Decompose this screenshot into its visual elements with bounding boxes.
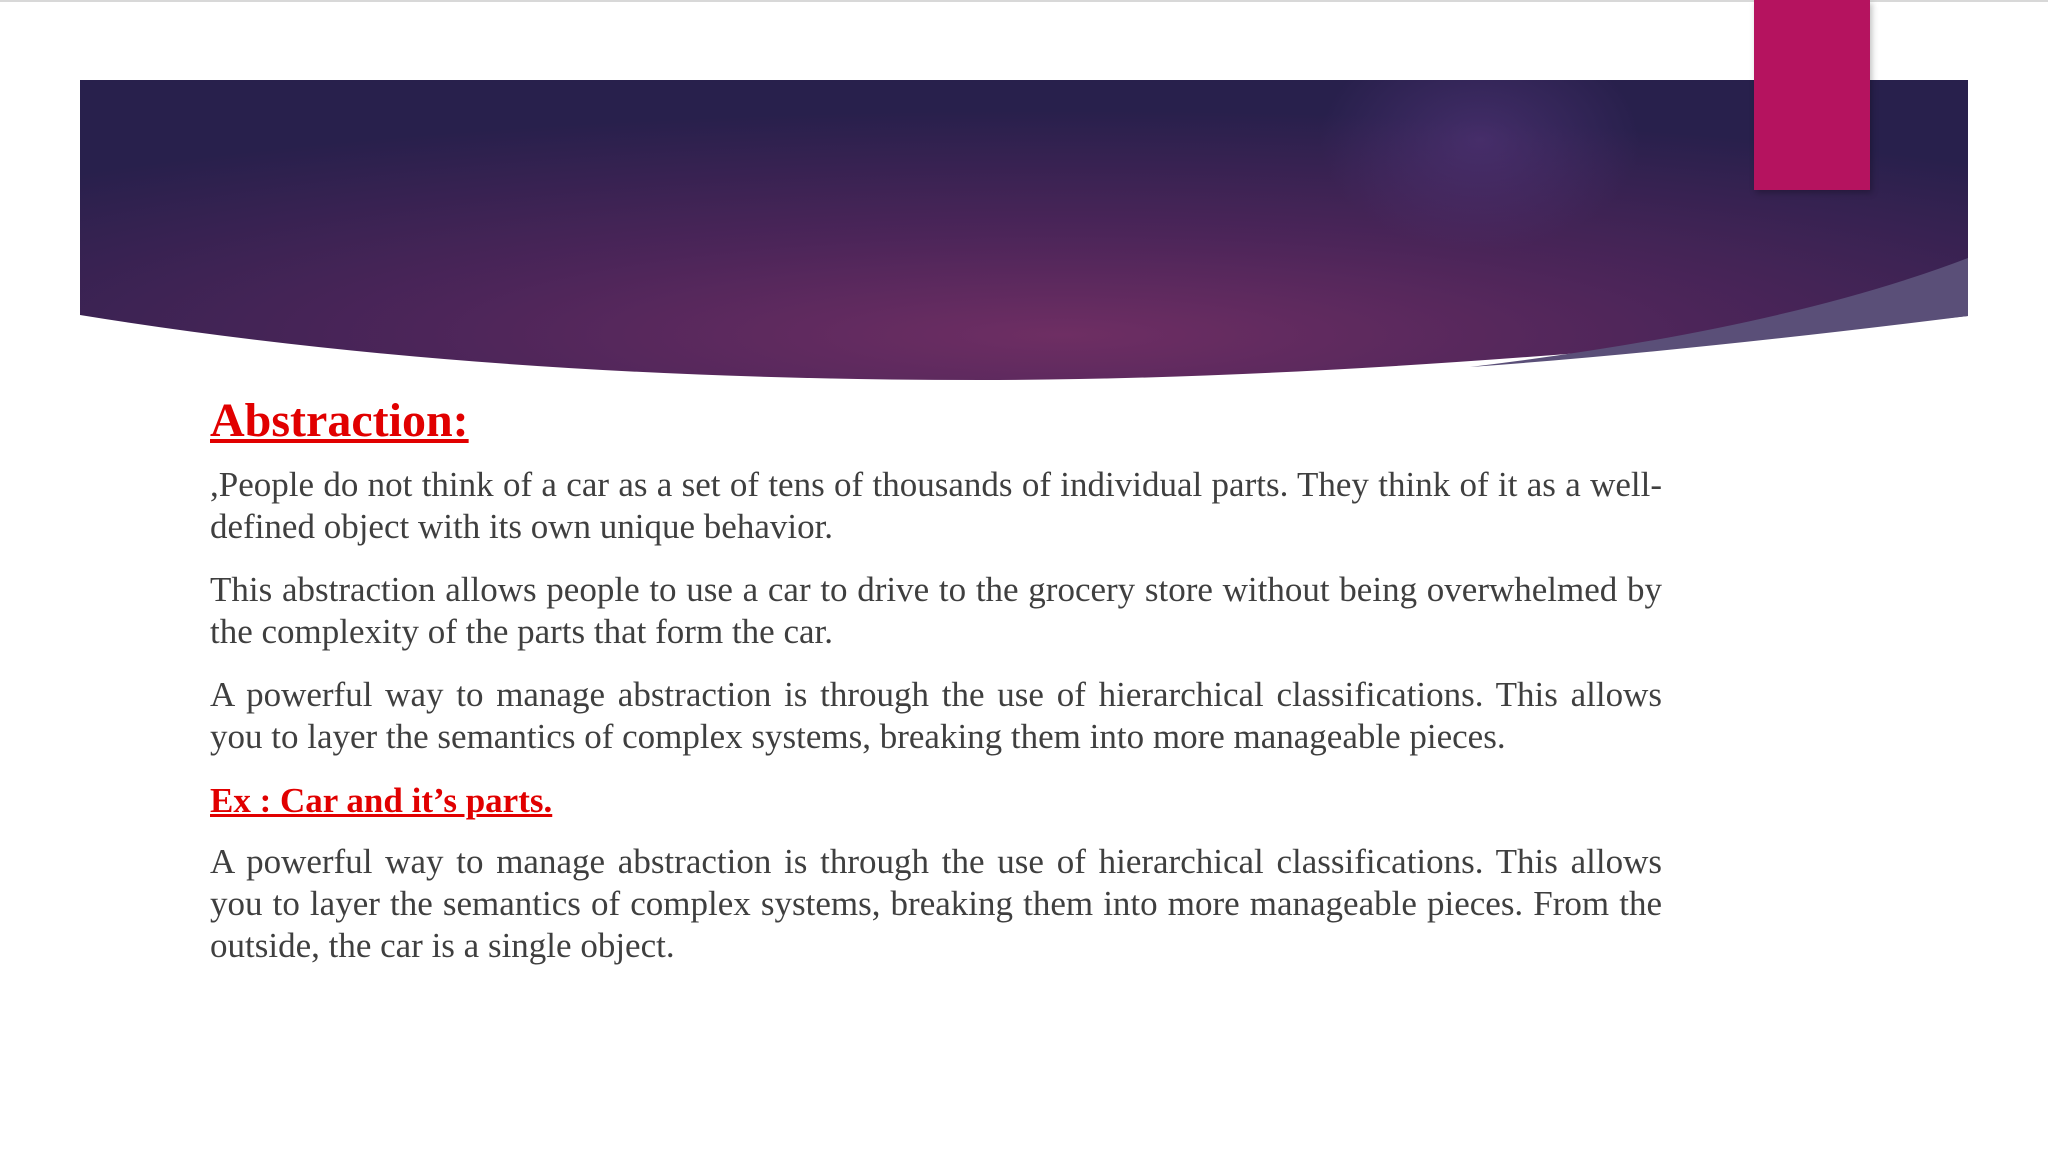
paragraph-3: A powerful way to manage abstraction is through the use of hierarchical classifications. This allows you to layer the semantics of complex systems, breaking them into more manageable pieces. [210,674,1662,756]
accent-tab [1754,0,1870,190]
example-label: Ex : Car and it’s parts. [210,780,553,820]
header-banner [80,80,1968,380]
top-border [0,0,2048,2]
slide-content [210,392,1662,988]
paragraph-2: This abstraction allows people to use a car to drive to the grocery store without being overwhelmed by the complexity of the parts that form the car. [210,569,1662,651]
closing-paragraph: A powerful way to manage abstraction is through the use of hierarchical classifications. This allows you to layer the semantics of complex systems, breaking them into more manageable pieces. From the outside, the car is a single object. [210,841,1662,965]
paragraph-1: ,People do not think of a car as a set of tens of thousands of individual parts. They think of it as a well-defined object with its own unique behavior. [210,464,1662,546]
slide-heading: Abstraction: [210,394,469,447]
banner-graphic [80,80,1968,380]
